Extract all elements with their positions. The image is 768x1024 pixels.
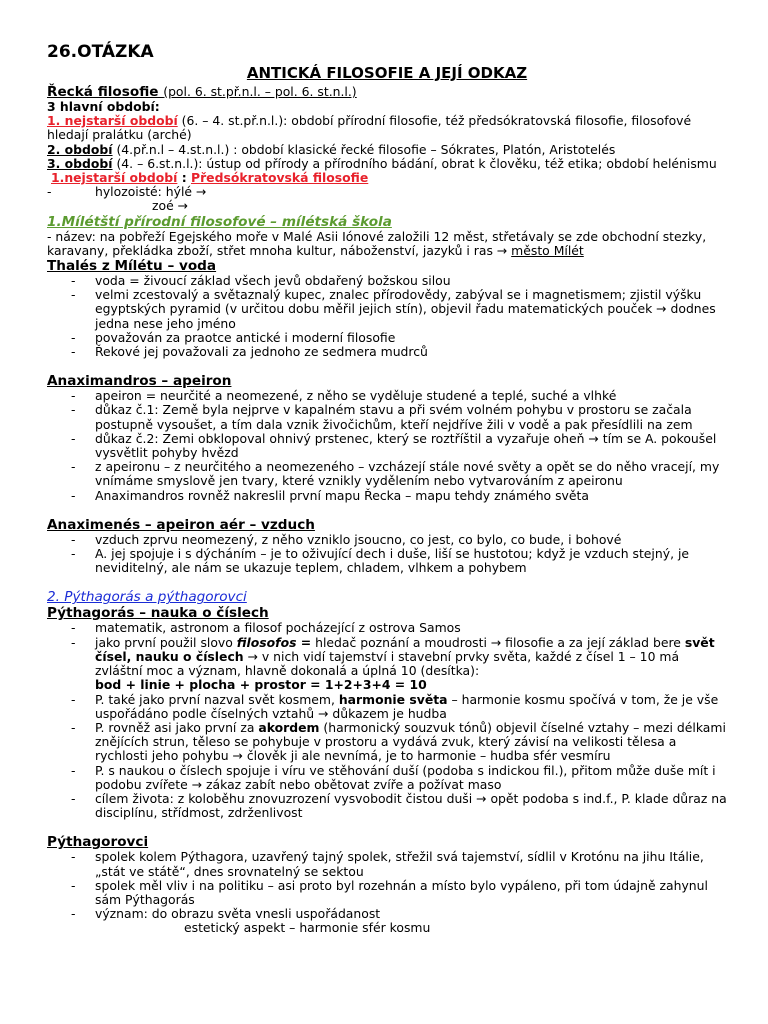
pythagoras-heading: Pýthagorás – nauka o číslech (47, 605, 269, 622)
miletus-city: město Mílét (511, 242, 584, 258)
thales-list (47, 274, 727, 359)
document-title: ANTICKÁ FILOSOFIE A JEJÍ ODKAZ (246, 64, 528, 82)
item-text: jako první použil slovo (95, 634, 237, 650)
list-item: - matematik, astronom a filosof pocházející z ostrova Samos (47, 621, 727, 635)
hylozoists-line: - hylozoisté: hýlé → (47, 185, 727, 199)
list-item (47, 636, 727, 693)
period-2-text: (4.př.n.l – 4.st.n.l.) : období klasické řecké filosofie – Sókrates, Platón, Aristotelés (112, 141, 616, 157)
anaximandros-heading: Anaximandros – apeiron (47, 373, 232, 390)
list-item: - P. s naukou o číslech spojuje i víru ve stěhování duší (podoba s indickou fil.), přitom může duše mít i podobu zvířete → zákaz zabít nebo obětovat zvíře a požívat maso (47, 764, 727, 792)
list-item: - A. jej spojuje i s dýcháním – je to oživující dech i duše, liší se hustotou; když je vzduch stejný, je neviditelný, ale nám se ukazuje teplem, chladem, vlhkem a pohybem (47, 547, 727, 575)
anaximandros-list (47, 389, 727, 503)
document-page (47, 42, 727, 936)
miletus-name-text: - název: na pobřeží Egejského moře v Malé Asii Iónové založili 12 měst, střetávaly se zde obchodní stezky, karavany, překládka zboží, střet mnoha kultur, náboženství, jazyků i ras → (47, 228, 707, 258)
period-3-text: (4. – 6.st.n.l.): ústup od přírody a přírodního bádání, obrat k člověku, též etika; období helénismu (112, 155, 717, 171)
presocratic-name: Předsókratovská filosofie (190, 170, 369, 186)
thales-heading: Thalés z Mílétu – voda (47, 258, 217, 275)
item-text: → v nich vidí tajemství i stavební prvky světa, každé z čísel 1 – 10 má zvláštní moc a význam, hlavně dokonalá a úplná 10 (desítka): (95, 648, 680, 679)
pythagoras-list (47, 621, 727, 820)
list-item: - vzduch zprvu neomezený, z něho vzniklo jsoucno, co jest, co bylo, co bude, i bohové (47, 533, 727, 547)
period-1-text: (6. – 4. st.př.n.l.): období přírodní filosofie, též předsókratovská filosofie, filosofové hledají pralátku (arché) (47, 113, 692, 143)
presocratic-heading (47, 171, 727, 185)
period-2-label: 2. období (47, 141, 113, 157)
greek-philosophy-period: (pol. 6. st.př.n.l. – pol. 6. st.n.l.) (163, 84, 357, 99)
anaximenes-list (47, 533, 727, 576)
pythagoreans-list (47, 850, 727, 921)
list-item: - význam: do obrazu světa vnesli uspořádanost (47, 907, 727, 921)
item-text: hledač poznání a moudrosti → filosofie a za její základ bere (311, 634, 685, 650)
list-item: - voda = živoucí základ všech jevů obdařený božskou silou (47, 274, 727, 288)
presocratic-sep: : (177, 170, 191, 186)
item-text: – harmonie kosmu spočívá v tom, že je vše uspořádáno podle číselných vztahů → důkazem je hudba (95, 691, 719, 721)
miletus-heading: 1.Mílétští přírodní filosofové – mílétská škola (47, 213, 392, 230)
list-item: - důkaz č.1: Země byla nejprve v kapalném stavu a při svém volném pohybu v prostoru se začala postupně vysoušet, a tím dala vznik živočichům, kteří nejdříve žili v vodě a pak přesídlili na zem (47, 403, 727, 431)
aesthetic-aspect-line: estetický aspekt – harmonie sfér kosmu (184, 920, 431, 936)
period-1-label: 1. nejstarší období (47, 113, 178, 129)
period-2 (47, 143, 727, 157)
item-emphasis: svět čísel, nauku o číslech (95, 634, 715, 664)
list-item: - spolek měl vliv i na politiku – asi proto byl rozehnán a místo bylo vypáleno, při tom údajně zahynul sám Pýthagorás (47, 879, 727, 907)
anaximenes-heading: Anaximenés – apeiron aér – vzduch (47, 516, 315, 533)
list-item: - velmi zcestovalý a světaznalý kupec, znalec přírodovědy, zabýval se i magnetismem; zjistil výšku egyptských pyramid (v určitou dobu měřil jejich stín), objevil řadu matematických pouček → dodnes jedna nese jeho jméno (47, 288, 727, 331)
list-item: - Anaximandros rovněž nakreslil první mapu Řecka – mapu tehdy známého světa (47, 489, 727, 503)
presocratic-label: 1.nejstarší období (51, 170, 178, 186)
period-3-label: 3. období (47, 155, 113, 171)
list-item: - považován za praotce antické i moderní filosofie (47, 331, 727, 345)
list-item: - spolek kolem Pýthagora, uzavřený tajný spolek, střežil svá tajemství, sídlil v Krotónu na jihu Itálie, „stát ve státě“, dnes srovnatelný se sektou (47, 850, 727, 878)
list-item: - apeiron = neurčité a neomezené, z něho se vyděluje studené a teplé, suché a vlhké (47, 389, 727, 403)
greek-philosophy-heading (47, 84, 727, 100)
list-item: - důkaz č.2: Zemi obklopoval ohnivý prstenec, který se roztříštil a vyzařuje oheň → tím se A. pokoušel vysvětlit pohyby hvězd (47, 432, 727, 460)
pythagoreans-heading: Pýthagorovci (47, 834, 149, 851)
item-emphasis: harmonie světa (338, 691, 448, 707)
list-item (47, 693, 727, 721)
formula: bod + linie + plocha + prostor = 1+2+3+4 = 10 (95, 677, 427, 693)
item-emphasis: filosofos = (236, 634, 312, 650)
period-1 (47, 114, 727, 142)
periods-title: 3 hlavní období: (47, 99, 160, 114)
list-item: - z apeironu – z neurčitého a neomezeného – vzcházejí stále nové světy a opět se do něho vracejí, my vnímáme smyslově jen tvary, které vznikly vydělením nebo vytvarováním z apeironu (47, 460, 727, 488)
period-3 (47, 157, 727, 171)
list-item (47, 721, 727, 764)
item-text: P. rovněž asi jako první za (95, 719, 259, 735)
zoe-line: zoé → (152, 198, 189, 214)
list-item: - cílem života: z koloběhu znovuzrození vysvobodit čistou duši → opět podoba s ind.f., P. klade důraz na disciplínu, střídmost, zdrženlivost (47, 792, 727, 820)
list-item: - Řekové jej považovali za jednoho ze sedmera mudrců (47, 345, 727, 359)
question-heading: 26.OTÁZKA (47, 42, 154, 62)
miletus-name-paragraph (47, 230, 727, 258)
item-emphasis: akordem (258, 719, 320, 735)
item-text: P. také jako první nazval svět kosmem, (95, 691, 339, 707)
item-text: (harmonický souzvuk tónů) objevil číselné vztahy – mezi délkami znějících strun, těleso se pohybuje v prostoru a vydává zvuk, který závisí na velikosti tělesa a rychlosti jeho pohybu → člověk ji ale nevnímá, je to harmonie – hudba sfér vesmíru (95, 719, 726, 764)
pythagoras-section-heading: 2. Pýthagorás a pýthagorovci (47, 589, 247, 606)
greek-philosophy-label: Řecká filosofie (47, 84, 159, 100)
